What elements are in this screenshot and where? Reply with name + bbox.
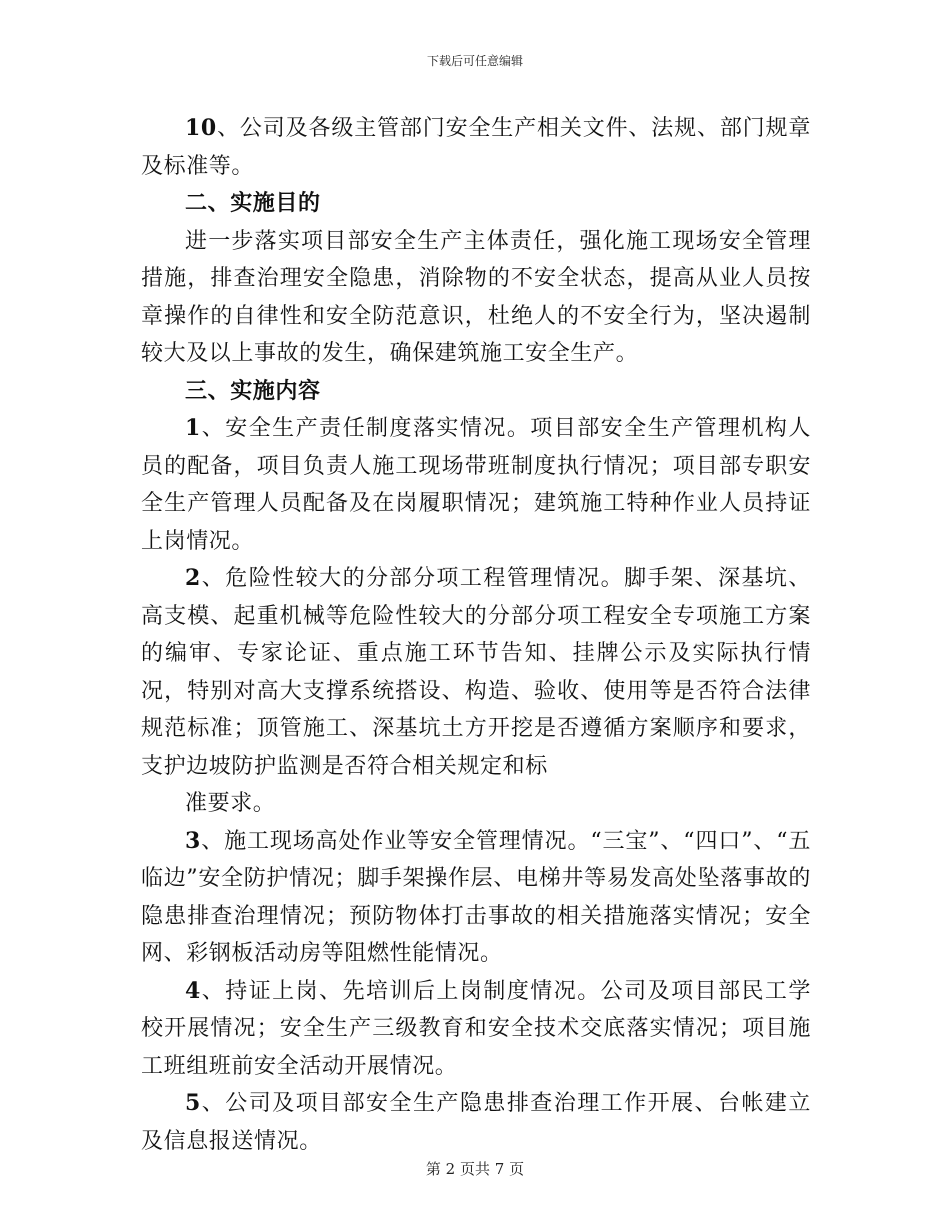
item-number: 3 — [185, 827, 201, 854]
paragraph-text: 、持证上岗、先培训后上岗制度情况。公司及项目部民工学校开展情况；安全生产三级教育和安全技术交底落实情况；项目施工班组班前安全活动开展情况。 — [141, 978, 811, 1079]
paragraph-text: 、公司及各级主管部门安全生产相关文件、法规、部门规章及标准等。 — [141, 116, 811, 179]
paragraph-text: 、公司及项目部安全生产隐患排查治理工作开展、台帐建立及信息报送情况。 — [141, 1091, 811, 1154]
section-heading-goal: 二、实施目的 — [185, 190, 321, 216]
paragraph-goal: 进一步落实项目部安全生产主体责任，强化施工现场安全管理措施，排查治理安全隐患，消除物的不安全状态，提高从业人员按章操作的自律性和安全防范意识，杜绝人的不安全行为，坚决遏制较大及以上事故的发生，确保建筑施工安全生产。 — [141, 228, 811, 366]
item-number: 2 — [185, 565, 201, 591]
paragraph-text: 、安全生产责任制度落实情况。项目部安全生产管理机构人员的配备，项目负责人施工现场带班制度执行情况；项目部专职安全生产管理人员配备及在岗履职情况；建筑施工特种作业人员持证上岗情况。 — [141, 416, 811, 554]
paragraph-item-4 — [141, 973, 811, 1086]
paragraph-item-5 — [141, 1085, 811, 1160]
paragraph-text: 、施工现场高处作业等安全管理情况。“三宝”、“四口”、“五临边”安全防护情况；脚手架操作层、电梯井等易发高处坠落事故的隐患排查治理情况；预防物体打击事故的相关措施落实情况；安全网、彩钢板活动房等阻燃性能情况。 — [141, 828, 811, 966]
item-number: 5 — [185, 1090, 201, 1116]
item-number: 4 — [185, 977, 201, 1004]
page-footer — [0, 1158, 950, 1179]
section-heading-content: 三、实施内容 — [185, 377, 321, 404]
header-note: 下载后可任意编辑 — [426, 54, 523, 68]
page-header — [0, 52, 950, 69]
item-number: 1 — [185, 415, 201, 441]
document-body — [141, 110, 811, 1160]
item-number: 10 — [185, 115, 217, 141]
paragraph-text: 、危险性较大的分部分项工程管理情况。脚手架、深基坑、高支模、起重机械等危险性较大的分部分项工程安全专项施工方案的编审、专家论证、重点施工环节告知、挂牌公示及实际执行情况，特别对高大支撑系统搭设、构造、验收、使用等是否符合法律规范标准；顶管施工、深基坑土方开挖是否遵循方案顺序和要求，支护边坡防护监测是否符合相关规定和标 — [141, 566, 811, 779]
paragraph-item-1 — [141, 410, 811, 560]
paragraph-item-2 — [141, 560, 811, 785]
paragraph-item-2-continued: 准要求。 — [185, 791, 276, 816]
paragraph-item-10 — [141, 110, 811, 185]
paragraph-item-3 — [141, 823, 811, 973]
page-number-label: 第 2 页共 7 页 — [425, 1160, 525, 1178]
